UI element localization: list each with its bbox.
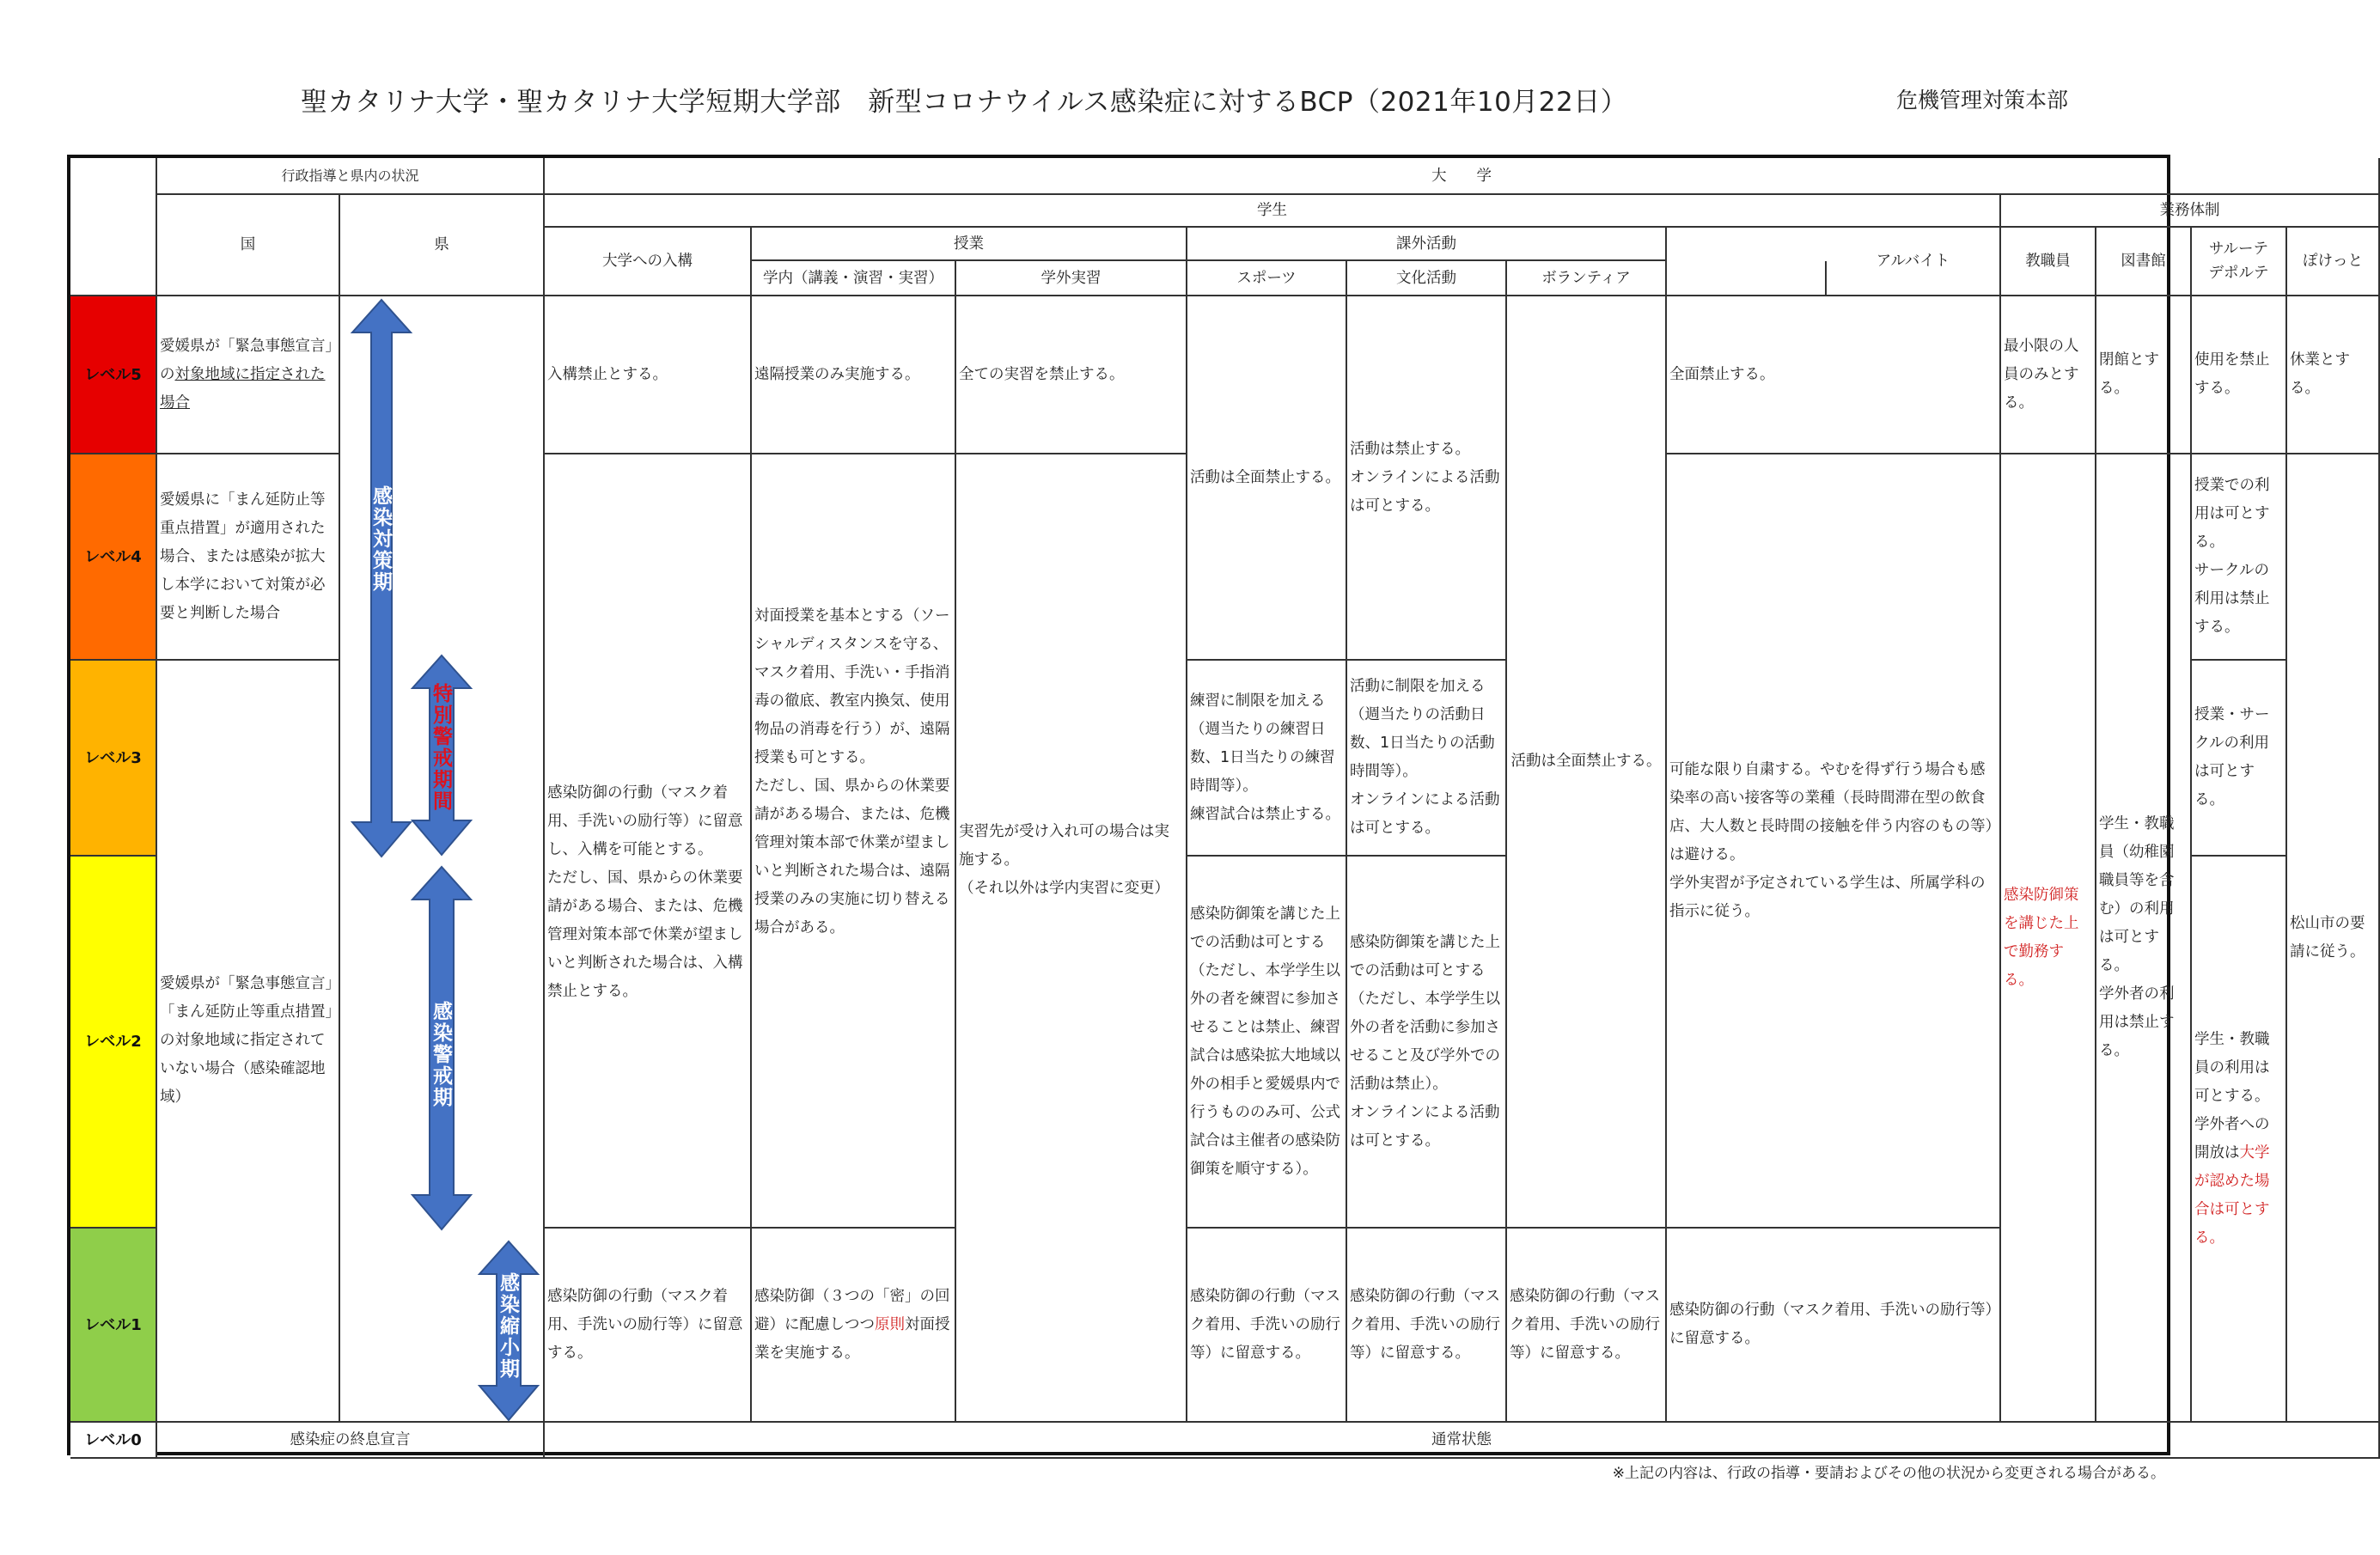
header-culture: 文化活動 [1347,261,1507,296]
national-level5-text: 愛媛県が「緊急事態宣言」の [160,337,333,383]
national-level4: 愛媛県に「まん延防止等重点措置」が適用された場合、または感染が拡大し本学において対策が必要と判断した場合 [157,454,340,661]
bcp-table [67,155,2365,1455]
staff-level5: 最小限の人員のみとする。 [2001,296,2096,454]
salute-level2-1-text: 学生・教職員の利用は可とする。 学外者への開放は [2194,1030,2270,1162]
oncampus-level5: 遠隔授業のみ実施する。 [752,296,956,454]
volunteer-level1: 感染防御の行動（マスク着用、手洗いの励行等）に留意する。 [1507,1229,1667,1423]
salute-level2-1-red: 大学が認めた場合は可とする。 [2194,1143,2270,1247]
parttime-level4-2: 可能な限り自粛する。やむを得ず行う場合も感染率の高い接客等の業種（長時間滞在型の飲食店、大人数と長時間の接触を伴う内容のもの等）は避ける。 学外実習が予定されている学生は、所属学科の指示に従う。 [1667,454,2001,1229]
culture-level3: 活動に制限を加える（週当たりの活動日数、1日当たりの活動時間等）。 オンラインによる活動は可とする。 [1347,661,1507,857]
volunteer-level5-2: 活動は全面禁止する。 [1507,296,1667,1229]
poketto-level5: 休業とする。 [2287,296,2380,454]
national-level3-1: 愛媛県が「緊急事態宣言」「まん延防止等重点措置」の対象地域に指定されていない場合（感染確認地域） [157,661,340,1423]
footnote: ※上記の内容は、行政の指導・要請およびその他の状況から変更される場合がある。 [1612,1465,2165,1482]
entry-level1: 感染防御の行動（マスク着用、手洗いの励行等）に留意する。 [545,1229,752,1423]
corner-cell [70,158,157,296]
oncampus-level1-red: 原則 [875,1315,905,1333]
label-alert: 感染警戒期 [430,1001,452,1108]
header-gov-situation: 行政指導と県内の状況 [157,158,545,195]
culture-level5-4: 活動は禁止する。 オンラインによる活動は可とする。 [1347,296,1507,661]
level-5-cell: レベル5 [70,296,157,454]
oncampus-level1-text2: 対面授業を実施する。 [754,1315,950,1362]
poketto-level4-1: 松山市の要請に従う。 [2287,454,2380,1423]
national-level5-underlined: 対象地域に指定された場合 [160,365,326,412]
header-sports: スポーツ [1187,261,1347,296]
oncampus-level1-text: 感染防御（３つの「密」の回避）に配慮しつつ [754,1287,950,1333]
level-1-cell: レベル1 [70,1229,157,1423]
entry-level4-2: 感染防御の行動（マスク着用、手洗いの励行等）に留意し、入構を可能とする。 ただし、国、県からの休業要請がある場合、または、危機管理対策本部で休業が望ましいと判断された場合は、入構禁止とする。 [545,454,752,1229]
offcampus-level5: 全ての実習を禁止する。 [956,296,1187,454]
level-2-cell: レベル2 [70,857,157,1229]
salute-level3: 授業・サークルの利用は可とする。 [2192,661,2287,857]
oncampus-level4-2: 対面授業を基本とする（ソーシャルディスタンスを守る、マスク着用、手洗い・手指消毒の徹底、教室内換気、使用物品の消毒を行う）が、遠隔授業も可とする。 ただし、国、県からの休業要請がある場合、または、危機管理対策本部で休業が望ましいと判断された場合は、遠隔授業のみの実施に切り替える場合がある。 [752,454,956,1229]
header-national: 国 [157,195,340,296]
header-library: 図書館 [2096,228,2192,296]
header-volunteer: ボランティア [1507,261,1667,296]
entry-level5: 入構禁止とする。 [545,296,752,454]
library-level4-1: 学生・教職員（幼稚園職員等を含む）の利用は可とする。 学外者の利用は禁止する。 [2096,454,2192,1423]
header-entry: 大学への入構 [545,228,752,296]
header-staff: 教職員 [2001,228,2096,296]
label-special-alert: 特別警戒期間 [430,683,452,812]
parttime-level5: 全面禁止する。 [1667,296,2001,454]
label-countermeasure: 感染対策期 [369,485,392,593]
department-name: 危機管理対策本部 [1896,88,2069,113]
level-4-cell: レベル4 [70,454,157,661]
header-extracurricular-spacer [1667,261,1827,296]
culture-level1: 感染防御の行動（マスク着用、手洗いの励行等）に留意する。 [1347,1229,1507,1423]
header-extracurricular: 課外活動 [1187,228,1667,261]
sports-level1: 感染防御の行動（マスク着用、手洗いの励行等）に留意する。 [1187,1229,1347,1423]
library-level5: 閉館とする。 [2096,296,2192,454]
header-prefecture: 県 [340,195,545,296]
sports-level2: 感染防御策を講じた上での活動は可とする（ただし、本学学生以外の者を練習に参加させることは禁止、練習試合は感染拡大地域以外の相手と愛媛県内で行うもののみ可、公式試合は主催者の感染防御策を順守する）。 [1187,857,1347,1229]
header-work: 業務体制 [2001,195,2380,228]
national-level0: 感染症の終息宣言 [157,1423,545,1459]
national-level5 [157,296,340,454]
level-3-cell: レベル3 [70,661,157,857]
page-title: 聖カタリナ大学・聖カタリナ大学短期大学部 新型コロナウイルス感染症に対するBCP（2021年10月22日） [301,87,1628,118]
parttime-level1: 感染防御の行動（マスク着用、手洗いの励行等）に留意する。 [1667,1229,2001,1423]
prefecture-arrows [340,296,545,1423]
header-poketto: ぽけっと [2287,228,2380,296]
oncampus-level1 [752,1229,956,1423]
salute-level2-1 [2192,857,2287,1423]
label-reduction: 感染縮小期 [497,1272,519,1380]
header-on-campus: 学内（講義・演習・実習） [752,261,956,296]
header-university: 大 学 [545,158,2380,195]
header-classes: 授業 [752,228,1187,261]
culture-level2: 感染防御策を講じた上での活動は可とする（ただし、本学学生以外の者を活動に参加させること及び学外での活動は禁止）。 オンラインによる活動は可とする。 [1347,857,1507,1229]
header-off-campus: 学外実習 [956,261,1187,296]
sports-level3: 練習に制限を加える（週当たりの練習日数、1日当たりの練習時間等）。 練習試合は禁止する。 [1187,661,1347,857]
header-parttime: アルバイト [1827,228,2001,296]
salute-level5: 使用を禁止する。 [2192,296,2287,454]
header-salute: サルーテ デポルテ [2192,228,2287,296]
header-students: 学生 [545,195,2001,228]
offcampus-level4-1: 実習先が受け入れ可の場合は実施する。 （それ以外は学内実習に変更） [956,454,1187,1423]
normal-state: 通常状態 [545,1423,2380,1459]
level-0-cell: レベル0 [70,1423,157,1459]
salute-level4: 授業での利用は可とする。 サークルの利用は禁止する。 [2192,454,2287,661]
sports-level5-4: 活動は全面禁止する。 [1187,296,1347,661]
staff-level4-1: 感染防御策を講じた上で勤務する。 [2001,454,2096,1423]
